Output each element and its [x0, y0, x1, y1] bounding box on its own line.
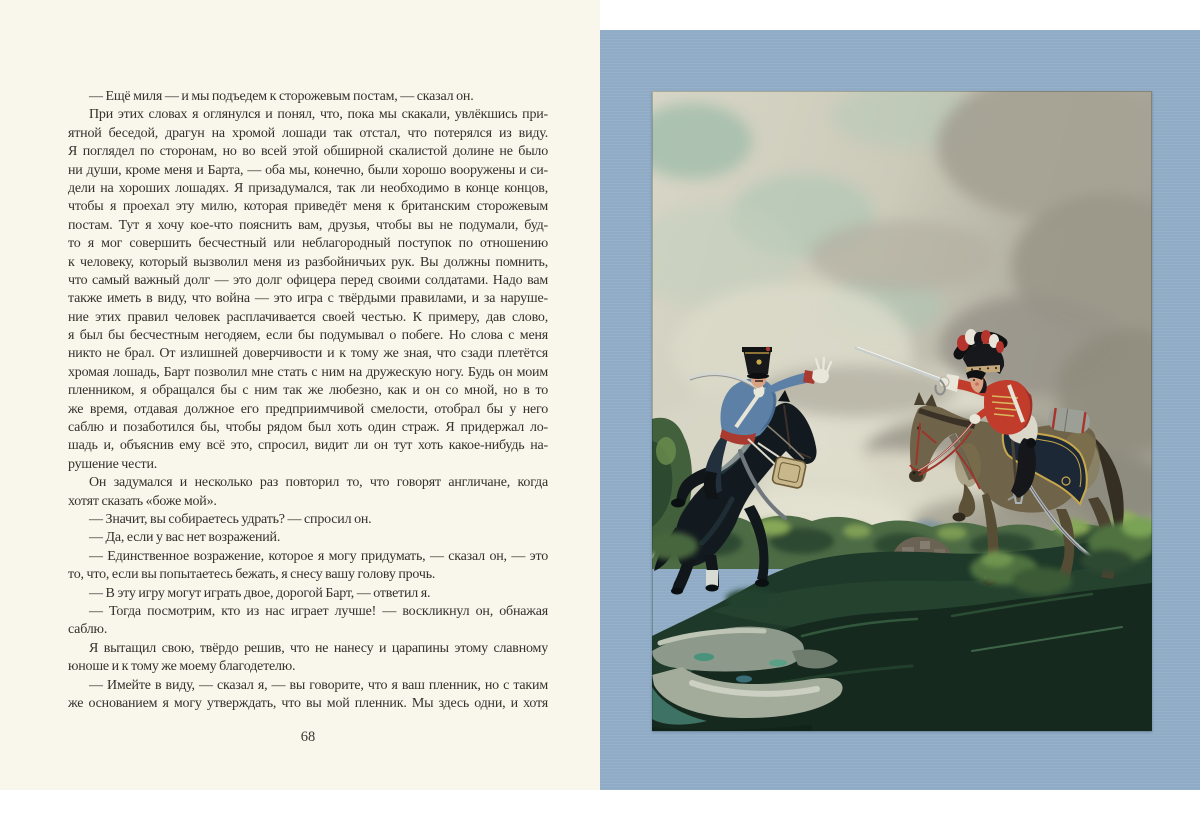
text-line: чтобы я проехал эту милю, которая приведёт меня к британским сторожевым	[68, 199, 548, 215]
text-line: Я поглядел по сторонам, но во всей этой обширной скалистой долине не было	[68, 144, 548, 160]
text-line: же основанием я могу утверждать, что вы мой пленник. Мы здесь одни, и хотя	[68, 695, 548, 711]
text-line: саблю и позаботился бы, чтобы рядом был хоть один страж. Я придержал ло-	[68, 420, 548, 436]
text-line: шадь и, объяснив ему всё это, спросил, видит ли он тут хоть какое-нибудь на-	[68, 438, 548, 454]
duel-illustration-svg	[652, 91, 1152, 731]
duel-illustration	[652, 91, 1152, 731]
text-line: то я мог совершить бесчестный или неблагородный поступок по отношению	[68, 236, 548, 252]
text-line: — В эту игру могут играть двое, дорогой Барт, — ответил я.	[89, 585, 431, 601]
text-line: же время, отдавая должное его предприимчивой смелости, отобрал бы у него	[68, 401, 548, 417]
text-line: что самый важный долг — это долг офицера перед своими солдатами. Надо вам	[68, 272, 548, 288]
text-line: дели на хороших лошадях. Я призадумался, так ли необходимо в конце концов,	[68, 180, 548, 196]
text-line: При этих словах я оглянулся и понял, что, пока мы скакали, увлёкшись при-	[89, 107, 548, 123]
text-line: — Единственное возражение, которое я могу придумать, — сказал он, — это	[89, 548, 548, 564]
page-number: 68	[300, 729, 316, 745]
text-line: к человеку, который вызволил меня из разбойничьих рук. Вы должны помнить,	[68, 254, 548, 270]
text-line: — Да, если у вас нет возражений.	[89, 530, 281, 546]
text-line: Я вытащил свою, твёрдо решив, что не нанесу и царапины этому славному	[89, 640, 548, 656]
text-line: саблю.	[68, 622, 108, 638]
text-line: юноше и к тому же моему благодетелю.	[68, 659, 296, 675]
text-line: пленником, я обращался бы с ним так же любезно, как и он со мной, но в то	[68, 383, 548, 399]
text-line: ятной беседой, драгун на хромой лошади так отстал, что потерялся из виду.	[68, 125, 548, 141]
text-line: никто не брал. От излишней доверчивости и к тому же зная, что сзади плетётся	[68, 346, 548, 362]
text-line: Он задумался и несколько раз повторил то, что говорят англичане, когда	[89, 475, 548, 491]
text-line: то, что, если вы попытаетесь бежать, я снесу вашу голову прочь.	[68, 567, 436, 583]
text-line: хромая лошадь, Барт позволил мне стать с ним на дружескую ногу. Будь он моим	[68, 364, 548, 380]
text-line: постам. Тут я хочу кое-что пояснить вам, друзья, чтобы вы не подумали, буд-	[68, 217, 548, 233]
text-line: я был бы бесчестным негодяем, если бы подумывал о побеге. Но слова с меня	[68, 328, 548, 344]
text-line: ние этих правил человек расплачивается своей честью. К примеру, дав слово,	[68, 309, 548, 325]
text-line: — Ещё миля — и мы подъедем к сторожевым постам, — сказал он.	[89, 89, 474, 104]
text-line: — Значит, вы собираетесь удрать? — спросил он.	[89, 511, 372, 527]
text-line: — Имейте в виду, — сказал я, — вы говорите, что я ваш пленник, но с таким	[89, 677, 548, 693]
plate-page	[600, 30, 1200, 790]
text-line: хотят сказать «боже мой».	[68, 493, 217, 509]
left-page	[0, 0, 600, 790]
text-line: ни души, кроме меня и Барта, — оба мы, конечно, были хорошо вооружены и си-	[68, 162, 548, 178]
text-line: рушение чести.	[68, 456, 158, 472]
text-line: также иметь в виду, что война — это игра с твёрдыми правилами, и за наруше-	[68, 291, 548, 307]
page-text	[68, 88, 548, 713]
sabretache	[772, 456, 807, 489]
text-line: — Тогда посмотрим, кто из нас играет лучше! — воскликнул он, обнажая	[89, 603, 548, 619]
